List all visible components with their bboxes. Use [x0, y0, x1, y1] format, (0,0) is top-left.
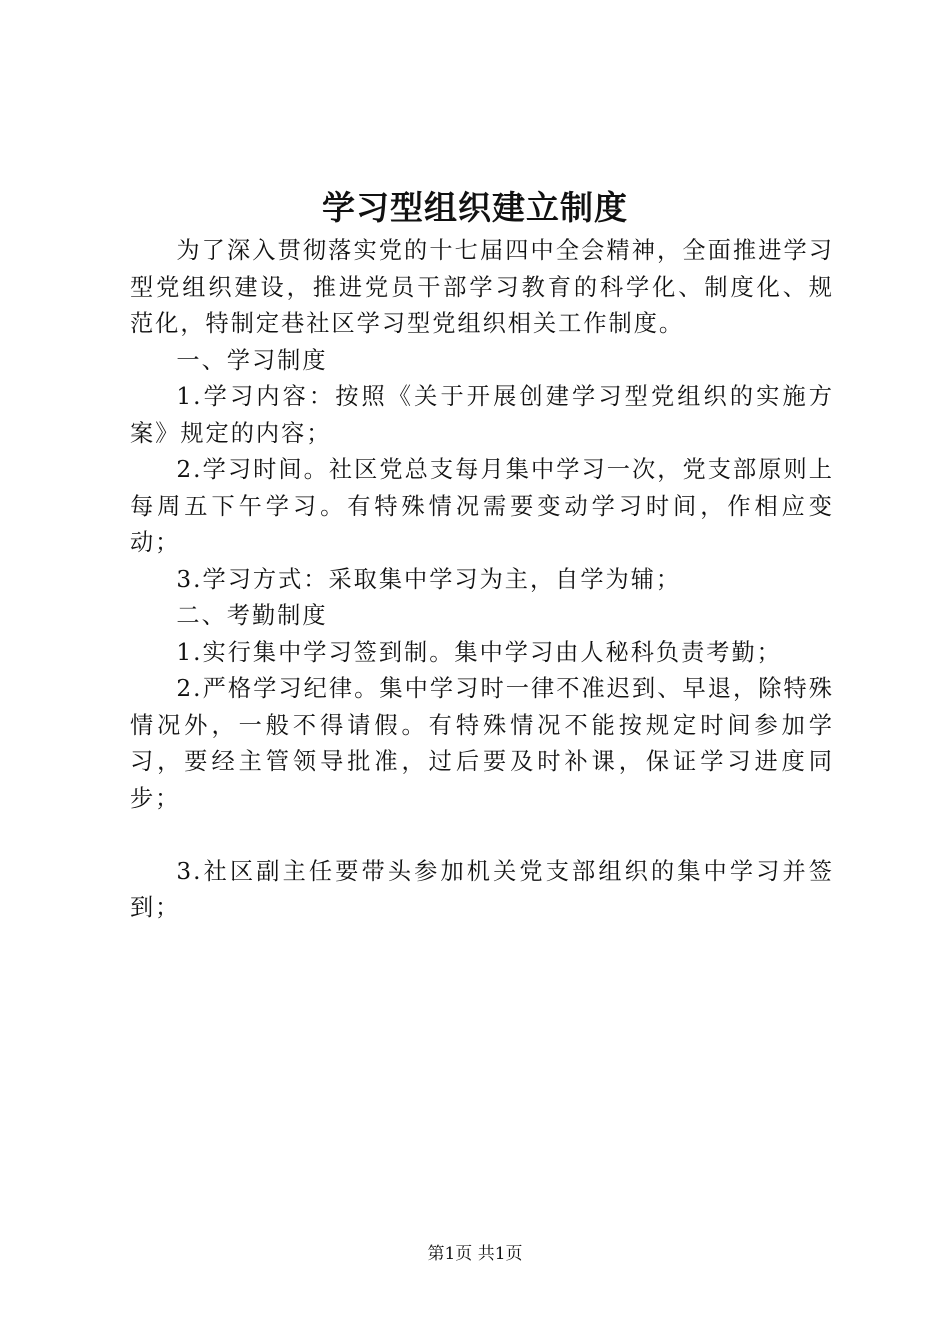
paragraph-study-content: 1.学习内容：按照《关于开展创建学习型党组织的实施方案》规定的内容；	[130, 383, 834, 447]
paragraph-attendance-signin: 1.实行集中学习签到制。集中学习由人秘科负责考勤；	[176, 638, 782, 666]
paragraph-attendance-discipline: 2.严格学习纪律。集中学习时一律不准迟到、早退，除特殊情况外，一般不得请假。有特殊情况不能按规定时间参加学习，要经主管领导批准，过后要及时补课，保证学习进度同步；	[130, 675, 834, 812]
section-heading-attendance: 二、考勤制度	[176, 602, 328, 629]
document-title: 学习型组织建立制度	[322, 188, 628, 227]
paragraph-attendance-leadership: 3.社区副主任要带头参加机关党支部组织的集中学习并签到；	[130, 857, 834, 921]
document-body	[130, 233, 834, 927]
paragraph-study-time: 2.学习时间。社区党总支每月集中学习一次，党支部原则上每周五下午学习。有特殊情况需要变动学习时间，作相应变动；	[130, 456, 834, 556]
paragraph-intro: 为了深入贯彻落实党的十七届四中全会精神，全面推进学习型党组织建设，推进党员干部学习教育的科学化、制度化、规范化，特制定巷社区学习型党组织相关工作制度。	[130, 237, 834, 337]
page-footer: 第1页 共1页	[427, 1244, 523, 1264]
paragraph-study-method: 3.学习方式：采取集中学习为主，自学为辅；	[176, 565, 682, 593]
section-heading-study: 一、学习制度	[176, 346, 328, 374]
